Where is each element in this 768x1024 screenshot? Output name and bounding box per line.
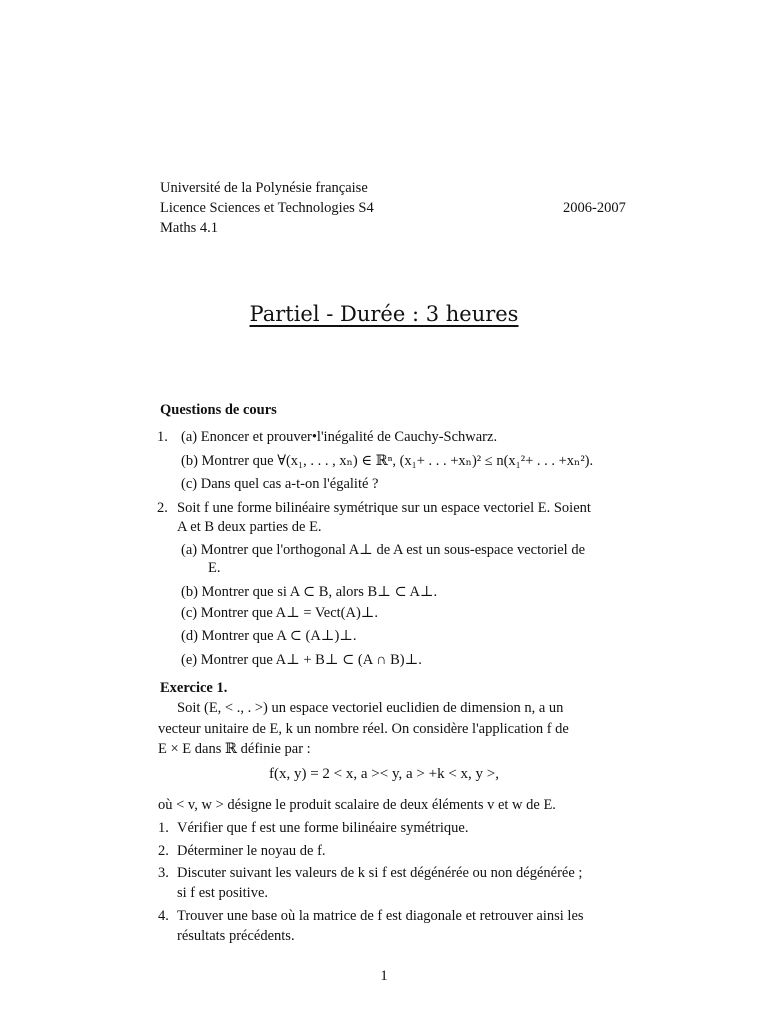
cours-heading: Questions de cours	[160, 402, 277, 418]
q2-b: (b) Montrer que si A ⊂ B, alors B⊥ ⊂ A⊥.	[181, 584, 438, 600]
exercise-item-2: Déterminer le noyau de f.	[177, 843, 326, 859]
exercise-item-4-line1: Trouver une base où la matrice de f est diagonale et retrouver ainsi les	[177, 908, 584, 924]
course-code: Maths 4.1	[160, 220, 218, 236]
exercise-item-1-number: 1.	[158, 820, 169, 836]
page-number: 1	[380, 968, 388, 984]
q2-intro-line2: A et B deux parties de E.	[177, 519, 322, 535]
exercise-para-line1: Soit (E, < ., . >) un espace vectoriel euclidien de dimension n, a un	[177, 700, 564, 716]
program-name: Licence Sciences et Technologies S4	[160, 200, 374, 216]
exercise-para-line2: vecteur unitaire de E, k un nombre réel. On considère l'application f de	[158, 721, 569, 737]
exercise-heading: Exercice 1.	[160, 680, 228, 696]
exercise-item-3-number: 3.	[158, 865, 169, 881]
university-name: Université de la Polynésie française	[160, 180, 368, 196]
exercise-notation: où < v, w > désigne le produit scalaire de deux éléments v et w de E.	[158, 797, 556, 813]
q2-e: (e) Montrer que A⊥ + B⊥ ⊂ (A ∩ B)⊥.	[181, 652, 422, 668]
exercise-item-3-line2: si f est positive.	[177, 885, 269, 901]
q2-c: (c) Montrer que A⊥ = Vect(A)⊥.	[181, 605, 379, 621]
page-title	[0, 302, 768, 326]
exercise-item-4-number: 4.	[158, 908, 169, 924]
exercise-item-1: Vérifier que f est une forme bilinéaire symétrique.	[177, 820, 469, 836]
q2-number: 2.	[157, 500, 168, 516]
q1-b: (b) Montrer que ∀(x₁, . . . , xₙ) ∈ ℝⁿ, (x₁+ . . . +xₙ)² ≤ n(x₁²+ . . . +xₙ²).	[181, 453, 594, 469]
exercise-para-line3: E × E dans ℝ définie par :	[158, 741, 311, 757]
q2-d: (d) Montrer que A ⊂ (A⊥)⊥.	[181, 628, 357, 644]
exercise-item-4-line2: résultats précédents.	[177, 928, 295, 944]
exercise-item-3-line1: Discuter suivant les valeurs de k si f est dégénérée ou non dégénérée ;	[177, 865, 583, 881]
bilinear-form-formula: f(x, y) = 2 < x, a >< y, a > +k < x, y >,	[268, 766, 499, 782]
q1-number: 1.	[157, 429, 168, 445]
q1-a: (a) Enoncer et prouver•l'inégalité de Cauchy-Schwarz.	[181, 429, 498, 445]
q2-a-line1: (a) Montrer que l'orthogonal A⊥ de A est un sous-espace vectoriel de	[181, 542, 586, 558]
exercise-item-2-number: 2.	[158, 843, 169, 859]
page-title-text: Partiel - Durée : 3 heures	[249, 302, 519, 326]
q2-a-line2: E.	[208, 560, 221, 576]
q2-intro-line1: Soit f une forme bilinéaire symétrique sur un espace vectoriel E. Soient	[177, 500, 591, 516]
q1-c: (c) Dans quel cas a-t-on l'égalité ?	[181, 476, 379, 492]
academic-year: 2006-2007	[563, 200, 626, 216]
